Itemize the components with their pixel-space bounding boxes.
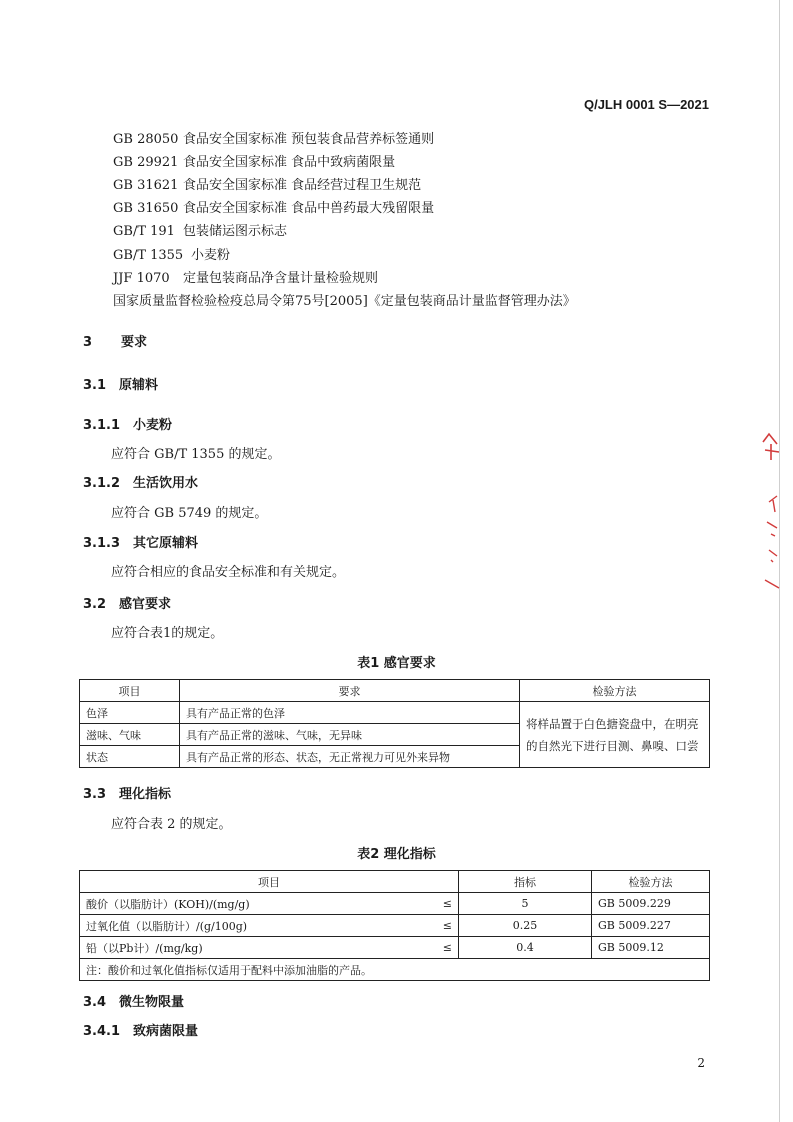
section-heading: 3.4 微生物限量: [83, 995, 185, 1010]
table-cell: 铅（以Pb计）/(mg/kg): [80, 937, 433, 959]
table-cell: GB 5009.229: [592, 893, 710, 915]
table-cell: 酸价（以脂肪计）(KOH)/(mg/g): [80, 893, 433, 915]
physicochemical-table: [79, 870, 710, 981]
table-cell-operator: ≤: [432, 915, 459, 937]
reference-line: GB 31621 食品安全国家标准 食品经营过程卫生规范: [113, 178, 422, 193]
section-text: 应符合相应的食品安全标准和有关规定。: [111, 565, 346, 580]
table-cell: 滋味、气味: [80, 724, 180, 746]
table-cell-method: 将样品置于白色搪瓷盘中，在明亮的自然光下进行目测、鼻嗅、口尝: [520, 702, 710, 768]
table-cell: GB 5009.227: [592, 915, 710, 937]
table-cell: 具有产品正常的形态、状态，无正常视力可见外来异物: [180, 746, 520, 768]
table-header-row: [80, 871, 710, 893]
section-heading: 3.4.1 致病菌限量: [83, 1024, 199, 1039]
section-heading: 3.1.2 生活饮用水: [83, 476, 199, 491]
table-header-cell: 指标: [459, 871, 592, 893]
table-note-row: [80, 959, 710, 981]
section-heading: 3 要求: [83, 335, 148, 350]
reference-line: JJF 1070 定量包装商品净含量计量检验规则: [113, 271, 379, 286]
table-header-cell: 检验方法: [592, 871, 710, 893]
table-cell: 0.4: [459, 937, 592, 959]
reference-line: GB/T 191 包装储运图示标志: [113, 224, 288, 239]
table-note: 注：酸价和过氧化值指标仅适用于配料中添加油脂的产品。: [80, 959, 710, 981]
table-header-cell: 项目: [80, 871, 459, 893]
reference-line: 国家质量监督检验检疫总局令第75号[2005]《定量包装商品计量监督管理办法》: [113, 294, 576, 309]
document-code: Q/JLH 0001 S—2021: [583, 97, 709, 112]
table1-caption: 表1 感官要求: [357, 656, 436, 671]
section-text: 应符合表 2 的规定。: [111, 817, 232, 832]
table-cell: 过氧化值（以脂肪计）/(g/100g): [80, 915, 433, 937]
table-row: [80, 937, 710, 959]
table-cell-operator: ≤: [432, 893, 459, 915]
section-heading: 3.3 理化指标: [83, 787, 172, 802]
section-heading: 3.1.1 小麦粉: [83, 418, 173, 433]
table-cell: 具有产品正常的滋味、气味，无异味: [180, 724, 520, 746]
reference-line: GB/T 1355 小麦粉: [113, 248, 231, 263]
table-header-cell: 项目: [80, 680, 180, 702]
table-row: [80, 893, 710, 915]
table-cell: 0.25: [459, 915, 592, 937]
page-number: 2: [697, 1056, 705, 1070]
section-text: 应符合 GB/T 1355 的规定。: [111, 447, 281, 462]
table-header-cell: 要求: [180, 680, 520, 702]
table-cell: 5: [459, 893, 592, 915]
reference-line: GB 29921 食品安全国家标准 食品中致病菌限量: [113, 155, 396, 170]
section-text: 应符合 GB 5749 的规定。: [111, 506, 268, 521]
table-header-row: [80, 680, 710, 702]
table-cell: GB 5009.12: [592, 937, 710, 959]
table-header-cell: 检验方法: [520, 680, 710, 702]
table-cell: 具有产品正常的色泽: [180, 702, 520, 724]
section-heading: 3.1.3 其它原辅料: [83, 536, 199, 551]
reference-line: GB 28050 食品安全国家标准 预包装食品营养标签通则: [113, 132, 435, 147]
section-heading: 3.1 原辅料: [83, 378, 159, 393]
seal-stamp-fragment: [757, 430, 785, 600]
table-row: [80, 915, 710, 937]
reference-line: GB 31650 食品安全国家标准 食品中兽药最大残留限量: [113, 201, 435, 216]
table-row: [80, 702, 710, 724]
section-text: 应符合表1的规定。: [111, 626, 224, 641]
table-cell: 色泽: [80, 702, 180, 724]
section-heading: 3.2 感官要求: [83, 597, 172, 612]
table-cell-operator: ≤: [432, 937, 459, 959]
sensory-table: [79, 679, 710, 768]
table-cell: 状态: [80, 746, 180, 768]
table2-caption: 表2 理化指标: [357, 847, 436, 862]
